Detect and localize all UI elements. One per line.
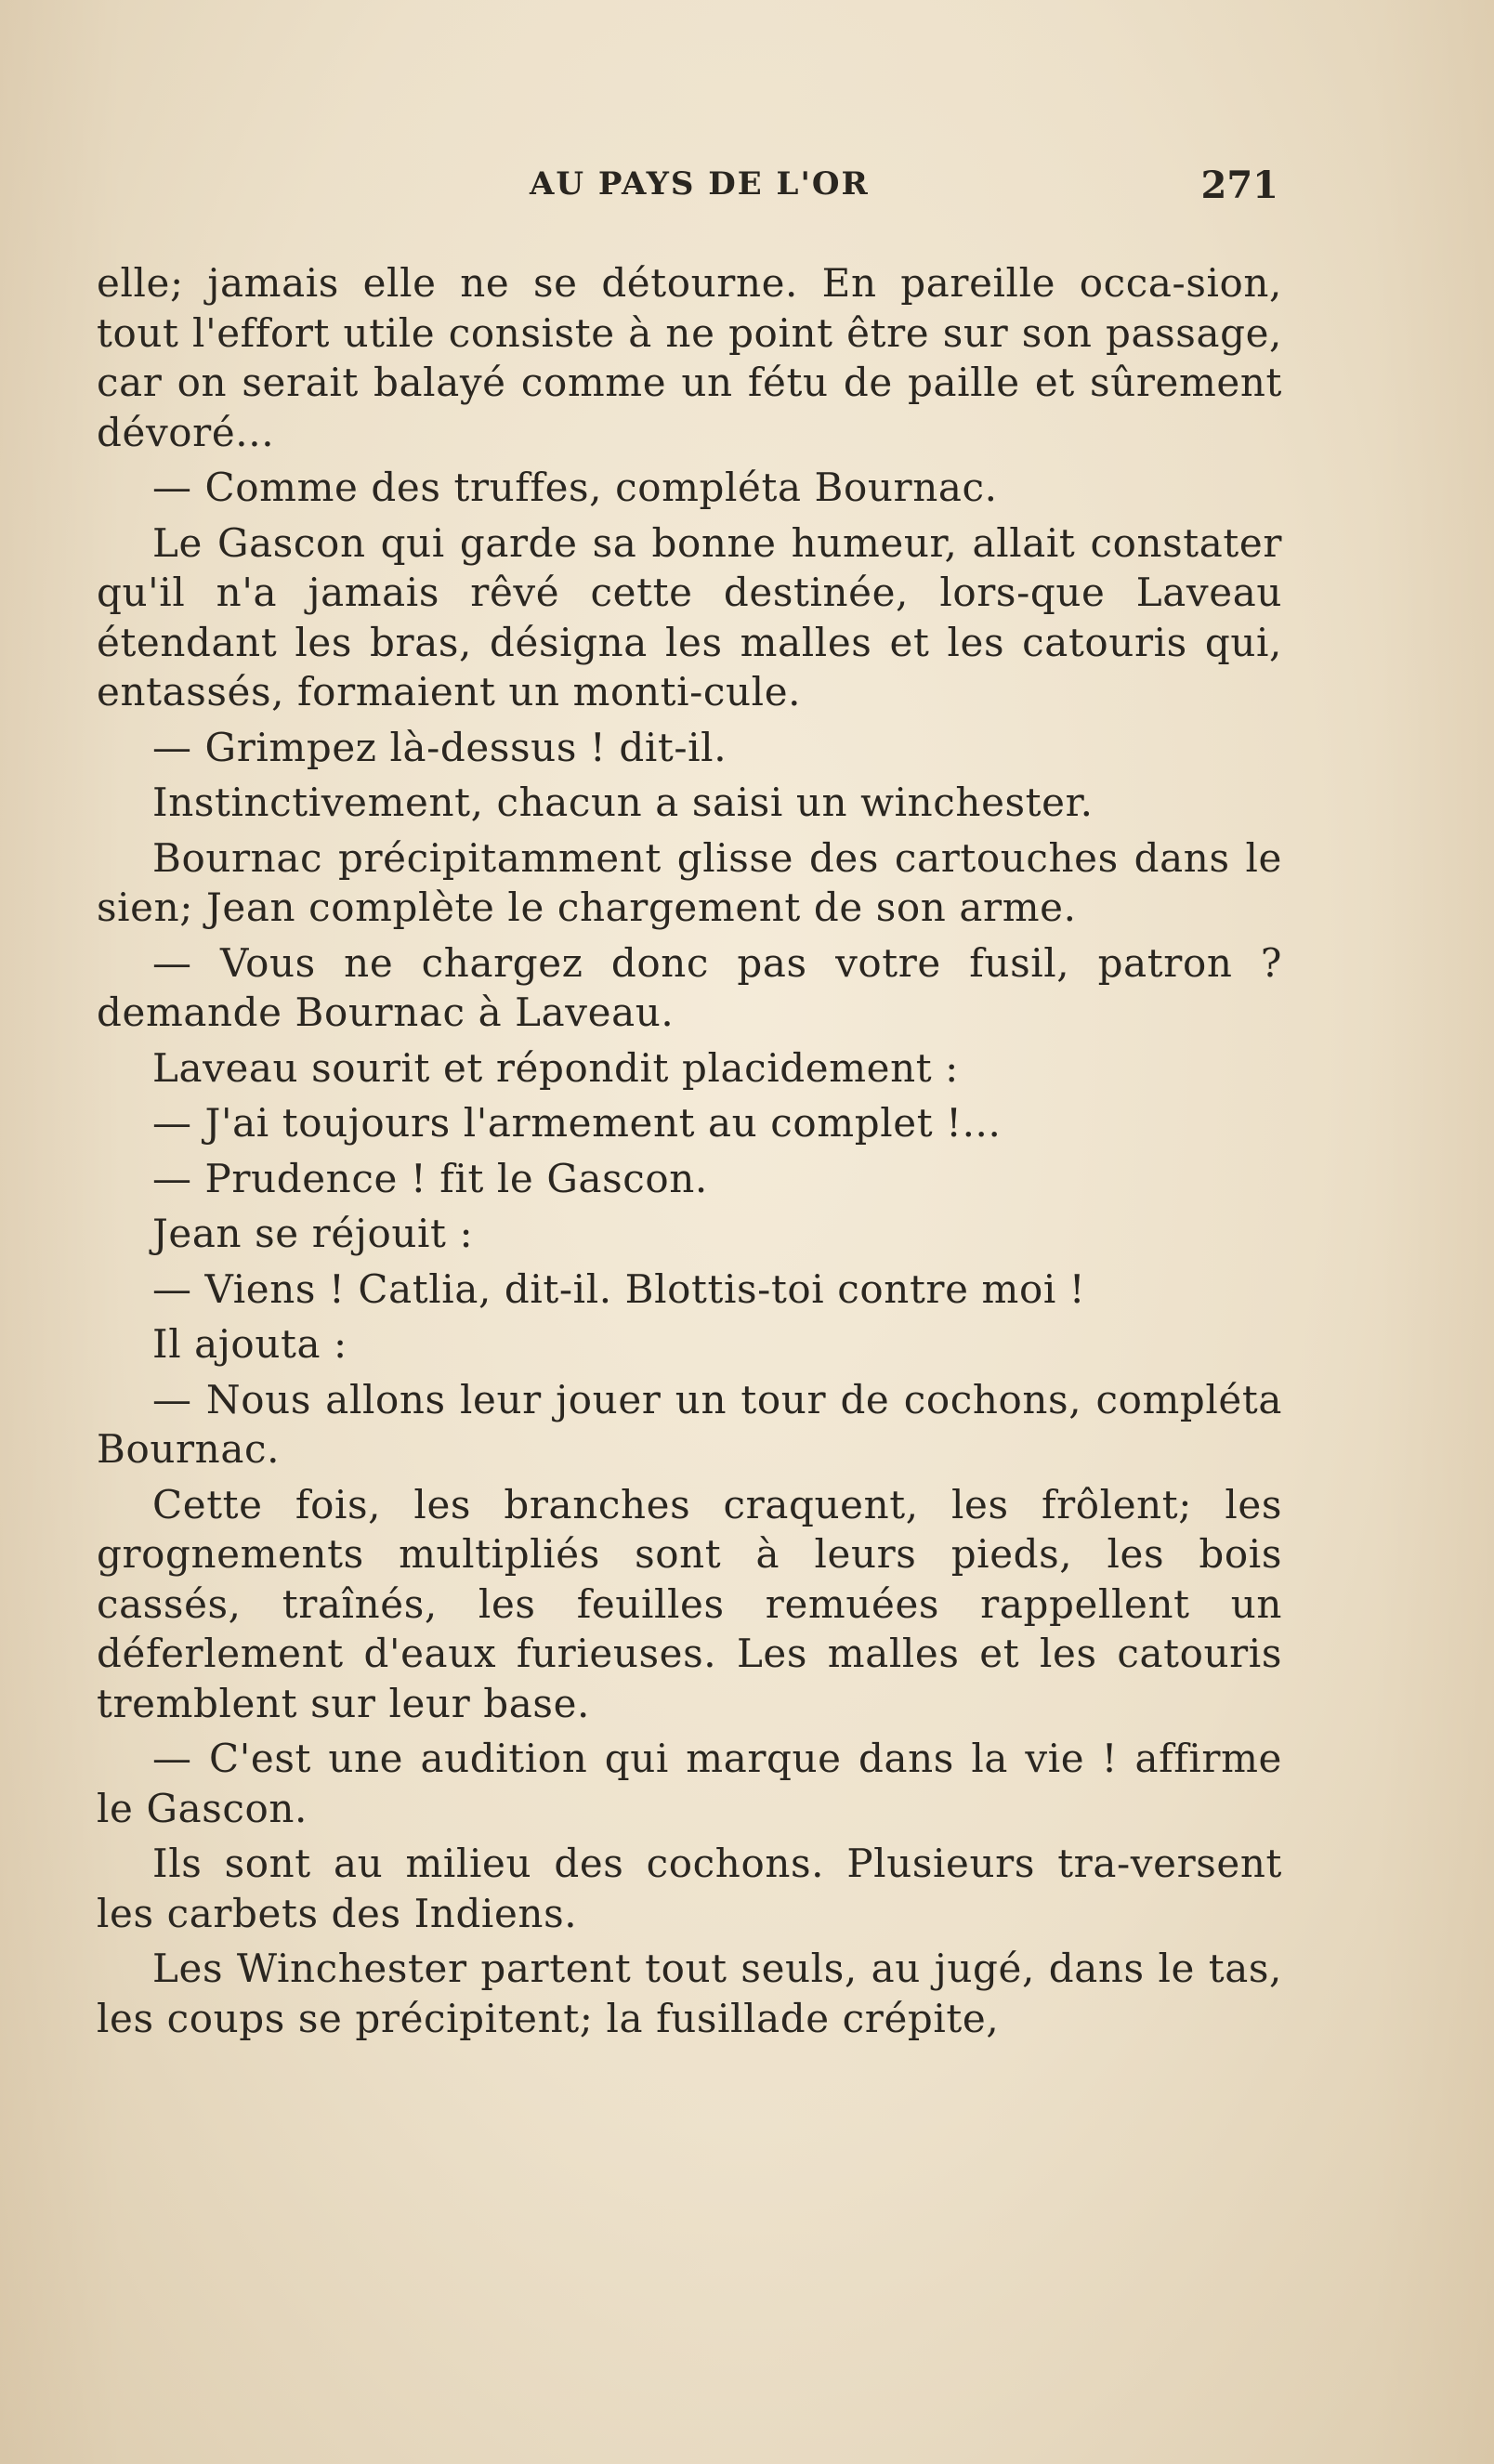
paragraph: — Viens ! Catlia, dit-il. Blottis-toi contre moi ! — [152, 1265, 1086, 1312]
paragraph: elle; jamais elle ne se détourne. En pareille occa-sion, tout l'effort utile consiste à ne point être sur son passage, car on serait balayé comme un fétu de paille et sûrement dévoré... — [97, 260, 1282, 455]
body-text — [97, 258, 1282, 2049]
paragraph: — Grimpez là-dessus ! dit-il. — [152, 724, 727, 770]
paragraph: Jean se réjouit : — [152, 1211, 474, 1256]
paragraph: Instinctivement, chacun a saisi un winchester. — [152, 780, 1094, 825]
paragraph: — C'est une audition qui marque dans la vie ! affirme le Gascon. — [97, 1736, 1282, 1831]
paragraph: — Nous allons leur jouer un tour de cochons, compléta Bournac. — [97, 1376, 1282, 1472]
paragraph: — J'ai toujours l'armement au complet !... — [152, 1100, 1002, 1146]
running-title: AU PAYS DE L'OR — [530, 165, 870, 203]
paragraph: Il ajouta : — [152, 1321, 347, 1367]
paragraph: — Comme des truffes, compléta Bournac. — [152, 465, 998, 510]
paragraph: Bournac précipitamment glisse des cartouches dans le sien; Jean complète le chargement de son arme. — [97, 834, 1282, 930]
page-number: 271 — [1200, 164, 1278, 207]
paragraph: Laveau sourit et répondit placidement : — [152, 1044, 959, 1091]
paragraph: Les Winchester partent tout seuls, au jugé, dans le tas, les coups se précipitent; la fusillade crépite, — [97, 1946, 1282, 2041]
paragraph: — Prudence ! fit le Gascon. — [152, 1155, 708, 1201]
paragraph: Le Gascon qui garde sa bonne humeur, allait constater qu'il n'a jamais rêvé cette destinée, lors-que Laveau étendant les bras, désigna les malles et les catouris qui, entassés, formaient un monti-cule. — [97, 519, 1282, 714]
paragraph: — Vous ne chargez donc pas votre fusil, patron ? demande Bournac à Laveau. — [97, 939, 1282, 1035]
paragraph: Ils sont au milieu des cochons. Plusieurs tra-versent les carbets des Indiens. — [97, 1841, 1282, 1936]
paragraph: Cette fois, les branches craquent, les frôlent; les grognements multipliés sont à leurs pieds, les bois cassés, traînés, les feuilles remuées rappellent un déferlement d'eaux furieuses. Les malles et les catouris tremblent sur leur base. — [97, 1481, 1282, 1726]
